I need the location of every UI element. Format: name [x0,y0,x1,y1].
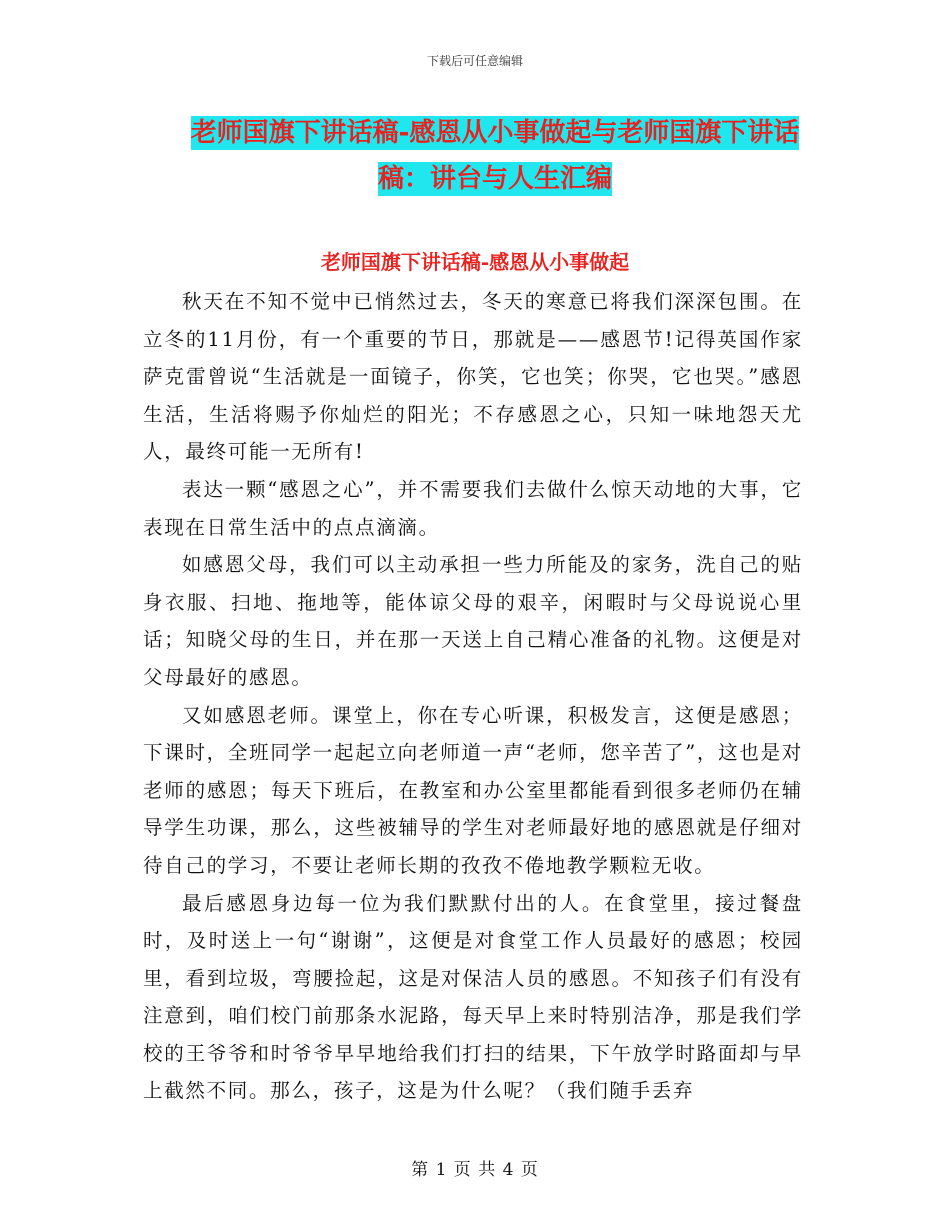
document-title-line-2: 稿：讲台与人生汇编 [377,164,612,194]
page-footer: 第 1 页 共 4 页 [411,1160,539,1180]
header-note: 下载后可任意编辑 [426,54,523,68]
paragraph-2: 表达一颗“感恩之心”，并不需要我们去做什么惊天动地的大事，它表现在日常生活中的点点滴滴。 [143,477,803,539]
paragraph-1: 秋天在不知不觉中已悄然过去，冬天的寒意已将我们深深包围。在立冬的11月份，有一个重要的节日，那就是——感恩节!记得英国作家萨克雷曾说“生活就是一面镜子，你笑，它也笑；你哭，它也哭。”感恩生活，生活将赐予你灿烂的阳光；不存感恩之心，只知一味地怨天尤人，最终可能一无所有! [143,290,803,464]
body-text [143,283,803,1110]
paragraph-5: 最后感恩身边每一位为我们默默付出的人。在食堂里，接过餐盘时，及时送上一句“谢谢”，这便是对食堂工作人员最好的感恩；校园里，看到垃圾，弯腰捡起，这是对保洁人员的感恩。不知孩子们有没有注意到，咱们校门前那条水泥路，每天早上来时特别洁净，那是我们学校的王爷爷和时爷爷早早地给我们打扫的结果，下午放学时路面却与早上截然不同。那么，孩子，这是为什么呢？（我们随手丢弃 [143,891,803,1103]
section-title: 老师国旗下讲话稿-感恩从小事做起 [320,250,630,274]
paragraph-3: 如感恩父母，我们可以主动承担一些力所能及的家务，洗自己的贴身衣服、扫地、拖地等，能体谅父母的艰辛，闲暇时与父母说说心里话；知晓父母的生日，并在那一天送上自己精心准备的礼物。这便是对父母最好的感恩。 [143,553,803,689]
document-title-line-1: 老师国旗下讲话稿-感恩从小事做起与老师国旗下讲话 [190,118,800,148]
paragraph-4: 又如感恩老师。课堂上，你在专心听课，积极发言，这便是感恩；下课时，全班同学一起起立向老师道一声“老师，您辛苦了”，这也是对老师的感恩；每天下班后，在教室和办公室里都能看到很多老师仍在辅导学生功课，那么，这些被辅导的学生对老师最好地的感恩就是仔细对待自己的学习，不要让老师长期的孜孜不倦地教学颗粒无收。 [143,703,803,877]
document-title [140,110,850,202]
